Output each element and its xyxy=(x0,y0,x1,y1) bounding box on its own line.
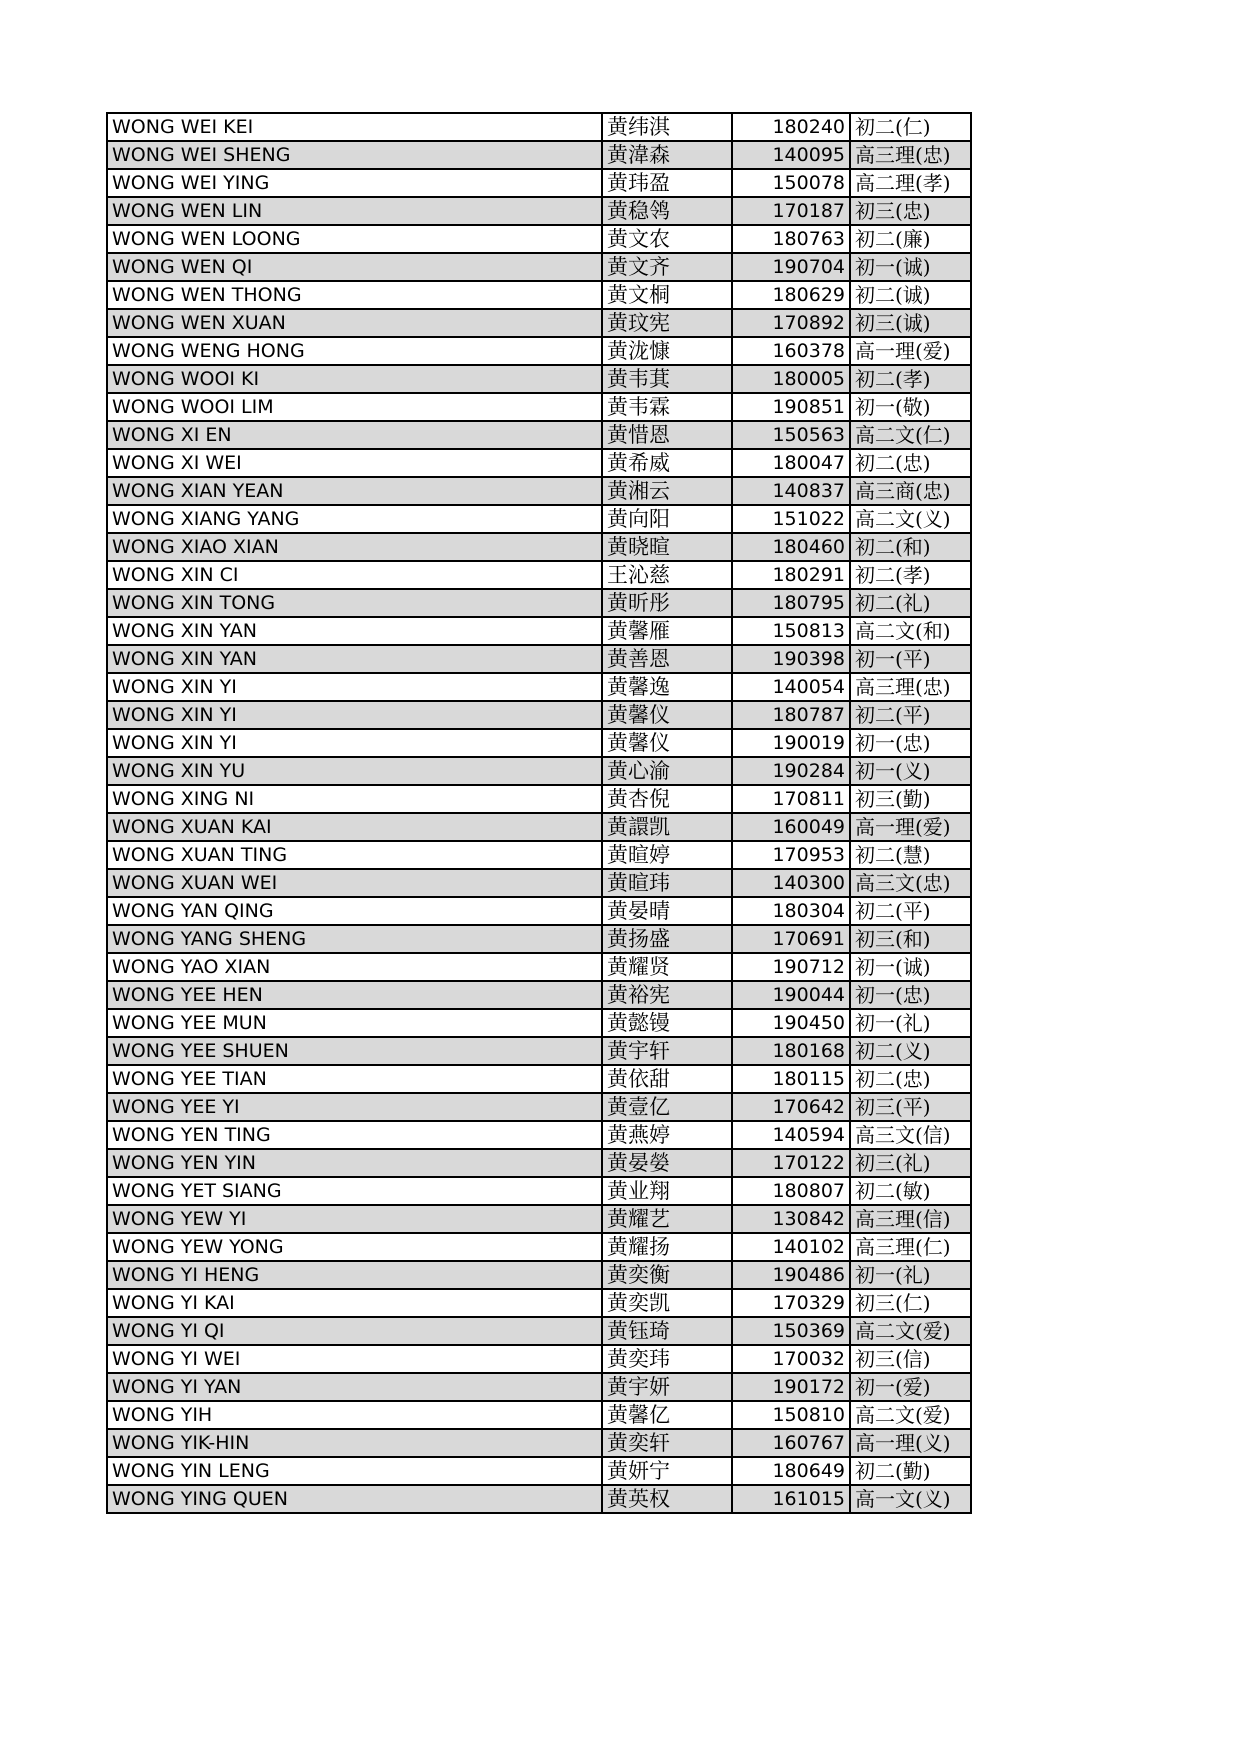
class-cell: 高三文(忠) xyxy=(850,869,971,897)
student-id-cell: 130842 xyxy=(732,1205,850,1233)
student-id-cell: 161015 xyxy=(732,1485,850,1513)
student-id-cell: 180168 xyxy=(732,1037,850,1065)
chinese-name-cell: 黄晏晴 xyxy=(602,897,732,925)
chinese-name-cell: 黄昕彤 xyxy=(602,589,732,617)
english-name-cell: WONG WEI YING xyxy=(107,169,602,197)
english-name-cell: WONG YAO XIAN xyxy=(107,953,602,981)
table-row xyxy=(107,757,971,785)
chinese-name-cell: 黄文桐 xyxy=(602,281,732,309)
table-row xyxy=(107,981,971,1009)
student-id-cell: 170892 xyxy=(732,309,850,337)
chinese-name-cell: 黄奕轩 xyxy=(602,1429,732,1457)
table-row xyxy=(107,673,971,701)
english-name-cell: WONG WEN THONG xyxy=(107,281,602,309)
chinese-name-cell: 黄耀艺 xyxy=(602,1205,732,1233)
student-id-cell: 180763 xyxy=(732,225,850,253)
table-row xyxy=(107,1345,971,1373)
class-cell: 高三商(忠) xyxy=(850,477,971,505)
english-name-cell: WONG YI HENG xyxy=(107,1261,602,1289)
student-id-cell: 170329 xyxy=(732,1289,850,1317)
table-row xyxy=(107,141,971,169)
chinese-name-cell: 黄奕凯 xyxy=(602,1289,732,1317)
table-row xyxy=(107,1233,971,1261)
class-cell: 初三(诚) xyxy=(850,309,971,337)
student-id-cell: 170691 xyxy=(732,925,850,953)
chinese-name-cell: 黄湋森 xyxy=(602,141,732,169)
class-cell: 初二(诚) xyxy=(850,281,971,309)
english-name-cell: WONG WOOI LIM xyxy=(107,393,602,421)
table-row xyxy=(107,1401,971,1429)
table-row xyxy=(107,813,971,841)
english-name-cell: WONG XUAN WEI xyxy=(107,869,602,897)
table-row xyxy=(107,1373,971,1401)
class-cell: 初二(廉) xyxy=(850,225,971,253)
chinese-name-cell: 黄晓暄 xyxy=(602,533,732,561)
class-cell: 高二文(仁) xyxy=(850,421,971,449)
chinese-name-cell: 黄向阳 xyxy=(602,505,732,533)
student-id-cell: 180787 xyxy=(732,701,850,729)
class-cell: 初一(爱) xyxy=(850,1373,971,1401)
class-cell: 初二(勤) xyxy=(850,1457,971,1485)
chinese-name-cell: 黄馨仪 xyxy=(602,729,732,757)
english-name-cell: WONG XIN YAN xyxy=(107,617,602,645)
table-row xyxy=(107,1457,971,1485)
student-id-cell: 180649 xyxy=(732,1457,850,1485)
class-cell: 高二文(义) xyxy=(850,505,971,533)
table-row xyxy=(107,841,971,869)
chinese-name-cell: 黄心渝 xyxy=(602,757,732,785)
chinese-name-cell: 黄依甜 xyxy=(602,1065,732,1093)
class-cell: 初二(孝) xyxy=(850,365,971,393)
english-name-cell: WONG WOOI KI xyxy=(107,365,602,393)
chinese-name-cell: 黄希威 xyxy=(602,449,732,477)
class-cell: 初三(信) xyxy=(850,1345,971,1373)
table-row xyxy=(107,505,971,533)
english-name-cell: WONG XIN TONG xyxy=(107,589,602,617)
english-name-cell: WONG YIN LENG xyxy=(107,1457,602,1485)
chinese-name-cell: 黄燕婷 xyxy=(602,1121,732,1149)
english-name-cell: WONG YI KAI xyxy=(107,1289,602,1317)
english-name-cell: WONG XIAO XIAN xyxy=(107,533,602,561)
student-id-cell: 190704 xyxy=(732,253,850,281)
english-name-cell: WONG YEE MUN xyxy=(107,1009,602,1037)
table-row xyxy=(107,169,971,197)
class-cell: 高二理(孝) xyxy=(850,169,971,197)
table-row xyxy=(107,225,971,253)
student-id-cell: 180047 xyxy=(732,449,850,477)
class-cell: 高二文(和) xyxy=(850,617,971,645)
chinese-name-cell: 王沁慈 xyxy=(602,561,732,589)
table-row xyxy=(107,1065,971,1093)
chinese-name-cell: 黄纬淇 xyxy=(602,113,732,141)
class-cell: 初二(平) xyxy=(850,897,971,925)
table-row xyxy=(107,1289,971,1317)
table-row xyxy=(107,393,971,421)
chinese-name-cell: 黄杏倪 xyxy=(602,785,732,813)
chinese-name-cell: 黄妍宁 xyxy=(602,1457,732,1485)
table-row xyxy=(107,645,971,673)
table-row xyxy=(107,337,971,365)
student-id-cell: 140102 xyxy=(732,1233,850,1261)
table-row xyxy=(107,1093,971,1121)
class-cell: 高三文(信) xyxy=(850,1121,971,1149)
student-id-cell: 170187 xyxy=(732,197,850,225)
chinese-name-cell: 黄惜恩 xyxy=(602,421,732,449)
class-cell: 初三(忠) xyxy=(850,197,971,225)
student-id-cell: 160378 xyxy=(732,337,850,365)
table-row xyxy=(107,1037,971,1065)
class-cell: 初一(敬) xyxy=(850,393,971,421)
english-name-cell: WONG YEW YONG xyxy=(107,1233,602,1261)
student-id-cell: 160049 xyxy=(732,813,850,841)
chinese-name-cell: 黄韦霖 xyxy=(602,393,732,421)
english-name-cell: WONG XIN YI xyxy=(107,673,602,701)
chinese-name-cell: 黄暄玮 xyxy=(602,869,732,897)
student-id-cell: 180807 xyxy=(732,1177,850,1205)
table-row xyxy=(107,897,971,925)
class-cell: 初三(和) xyxy=(850,925,971,953)
student-id-cell: 150810 xyxy=(732,1401,850,1429)
student-id-cell: 140095 xyxy=(732,141,850,169)
english-name-cell: WONG XING NI xyxy=(107,785,602,813)
english-name-cell: WONG YEE TIAN xyxy=(107,1065,602,1093)
student-id-cell: 190450 xyxy=(732,1009,850,1037)
chinese-name-cell: 黄稳鸰 xyxy=(602,197,732,225)
chinese-name-cell: 黄裕宪 xyxy=(602,981,732,1009)
table-row xyxy=(107,281,971,309)
student-id-cell: 190486 xyxy=(732,1261,850,1289)
english-name-cell: WONG YET SIANG xyxy=(107,1177,602,1205)
class-cell: 初一(诚) xyxy=(850,253,971,281)
chinese-name-cell: 黄奕衡 xyxy=(602,1261,732,1289)
student-id-cell: 180115 xyxy=(732,1065,850,1093)
class-cell: 初三(勤) xyxy=(850,785,971,813)
student-id-cell: 180005 xyxy=(732,365,850,393)
class-cell: 高一理(义) xyxy=(850,1429,971,1457)
chinese-name-cell: 黄暄婷 xyxy=(602,841,732,869)
student-id-cell: 150369 xyxy=(732,1317,850,1345)
chinese-name-cell: 黄宇妍 xyxy=(602,1373,732,1401)
student-id-cell: 170811 xyxy=(732,785,850,813)
student-id-cell: 140054 xyxy=(732,673,850,701)
class-cell: 高二文(爱) xyxy=(850,1317,971,1345)
class-cell: 高三理(忠) xyxy=(850,673,971,701)
student-id-cell: 140594 xyxy=(732,1121,850,1149)
chinese-name-cell: 黄耀贤 xyxy=(602,953,732,981)
english-name-cell: WONG XI WEI xyxy=(107,449,602,477)
chinese-name-cell: 黄湘云 xyxy=(602,477,732,505)
student-id-cell: 170032 xyxy=(732,1345,850,1373)
english-name-cell: WONG YING QUEN xyxy=(107,1485,602,1513)
table-row xyxy=(107,953,971,981)
chinese-name-cell: 黄奕玮 xyxy=(602,1345,732,1373)
english-name-cell: WONG XIAN YEAN xyxy=(107,477,602,505)
table-row xyxy=(107,785,971,813)
table-row xyxy=(107,113,971,141)
chinese-name-cell: 黄英权 xyxy=(602,1485,732,1513)
class-cell: 高一文(义) xyxy=(850,1485,971,1513)
chinese-name-cell: 黄玮盈 xyxy=(602,169,732,197)
english-name-cell: WONG XI EN xyxy=(107,421,602,449)
student-id-cell: 140837 xyxy=(732,477,850,505)
table-row xyxy=(107,253,971,281)
chinese-name-cell: 黄玟宪 xyxy=(602,309,732,337)
class-cell: 高一理(爱) xyxy=(850,337,971,365)
chinese-name-cell: 黄宇轩 xyxy=(602,1037,732,1065)
table-row xyxy=(107,1121,971,1149)
class-cell: 初二(义) xyxy=(850,1037,971,1065)
english-name-cell: WONG YI WEI xyxy=(107,1345,602,1373)
table-row xyxy=(107,1149,971,1177)
class-cell: 初一(平) xyxy=(850,645,971,673)
student-id-cell: 190851 xyxy=(732,393,850,421)
class-cell: 初一(礼) xyxy=(850,1261,971,1289)
table-row xyxy=(107,421,971,449)
class-cell: 初二(慧) xyxy=(850,841,971,869)
chinese-name-cell: 黄馨雁 xyxy=(602,617,732,645)
class-cell: 初二(敏) xyxy=(850,1177,971,1205)
table-row xyxy=(107,197,971,225)
student-id-cell: 180304 xyxy=(732,897,850,925)
class-cell: 初二(平) xyxy=(850,701,971,729)
english-name-cell: WONG YEE YI xyxy=(107,1093,602,1121)
student-id-cell: 140300 xyxy=(732,869,850,897)
table-row xyxy=(107,1317,971,1345)
chinese-name-cell: 黄扬盛 xyxy=(602,925,732,953)
chinese-name-cell: 黄文农 xyxy=(602,225,732,253)
table-row xyxy=(107,1429,971,1457)
class-cell: 初二(礼) xyxy=(850,589,971,617)
table-row xyxy=(107,309,971,337)
english-name-cell: WONG YIK-HIN xyxy=(107,1429,602,1457)
chinese-name-cell: 黄馨仪 xyxy=(602,701,732,729)
class-cell: 高三理(忠) xyxy=(850,141,971,169)
english-name-cell: WONG WEN QI xyxy=(107,253,602,281)
english-name-cell: WONG YI QI xyxy=(107,1317,602,1345)
student-id-cell: 190712 xyxy=(732,953,850,981)
class-cell: 初二(孝) xyxy=(850,561,971,589)
table-row xyxy=(107,1177,971,1205)
english-name-cell: WONG XIN YU xyxy=(107,757,602,785)
english-name-cell: WONG XIN YAN xyxy=(107,645,602,673)
english-name-cell: WONG XIN YI xyxy=(107,729,602,757)
table-row xyxy=(107,1485,971,1513)
class-cell: 高三理(信) xyxy=(850,1205,971,1233)
chinese-name-cell: 黄馨亿 xyxy=(602,1401,732,1429)
table-row xyxy=(107,1009,971,1037)
table-row xyxy=(107,533,971,561)
english-name-cell: WONG YEW YI xyxy=(107,1205,602,1233)
english-name-cell: WONG XIANG YANG xyxy=(107,505,602,533)
english-name-cell: WONG YIH xyxy=(107,1401,602,1429)
student-id-cell: 190172 xyxy=(732,1373,850,1401)
class-cell: 初一(诚) xyxy=(850,953,971,981)
english-name-cell: WONG XUAN TING xyxy=(107,841,602,869)
english-name-cell: WONG YEN TING xyxy=(107,1121,602,1149)
class-cell: 初三(礼) xyxy=(850,1149,971,1177)
class-cell: 初三(仁) xyxy=(850,1289,971,1317)
english-name-cell: WONG YI YAN xyxy=(107,1373,602,1401)
class-cell: 初一(忠) xyxy=(850,981,971,1009)
student-id-cell: 190284 xyxy=(732,757,850,785)
student-id-cell: 170642 xyxy=(732,1093,850,1121)
english-name-cell: WONG WEN LOONG xyxy=(107,225,602,253)
table-row xyxy=(107,365,971,393)
student-table-body xyxy=(107,113,971,1513)
chinese-name-cell: 黄馨逸 xyxy=(602,673,732,701)
english-name-cell: WONG WENG HONG xyxy=(107,337,602,365)
table-row xyxy=(107,869,971,897)
student-id-cell: 180795 xyxy=(732,589,850,617)
english-name-cell: WONG XIN YI xyxy=(107,701,602,729)
chinese-name-cell: 黄譞凯 xyxy=(602,813,732,841)
class-cell: 初三(平) xyxy=(850,1093,971,1121)
class-cell: 高三理(仁) xyxy=(850,1233,971,1261)
chinese-name-cell: 黄钰琦 xyxy=(602,1317,732,1345)
chinese-name-cell: 黄韦萁 xyxy=(602,365,732,393)
table-row xyxy=(107,589,971,617)
student-id-cell: 180460 xyxy=(732,533,850,561)
student-table xyxy=(106,112,972,1514)
english-name-cell: WONG YAN QING xyxy=(107,897,602,925)
chinese-name-cell: 黄晏嫈 xyxy=(602,1149,732,1177)
chinese-name-cell: 黄业翔 xyxy=(602,1177,732,1205)
english-name-cell: WONG WEN LIN xyxy=(107,197,602,225)
english-name-cell: WONG YEN YIN xyxy=(107,1149,602,1177)
student-id-cell: 170122 xyxy=(732,1149,850,1177)
class-cell: 高二文(爱) xyxy=(850,1401,971,1429)
student-id-cell: 151022 xyxy=(732,505,850,533)
chinese-name-cell: 黄泷慷 xyxy=(602,337,732,365)
student-id-cell: 150813 xyxy=(732,617,850,645)
student-id-cell: 170953 xyxy=(732,841,850,869)
english-name-cell: WONG YEE HEN xyxy=(107,981,602,1009)
student-id-cell: 150563 xyxy=(732,421,850,449)
table-row xyxy=(107,617,971,645)
table-row xyxy=(107,561,971,589)
english-name-cell: WONG XUAN KAI xyxy=(107,813,602,841)
chinese-name-cell: 黄耀扬 xyxy=(602,1233,732,1261)
student-id-cell: 190019 xyxy=(732,729,850,757)
class-cell: 初二(仁) xyxy=(850,113,971,141)
class-cell: 初二(忠) xyxy=(850,1065,971,1093)
chinese-name-cell: 黄文齐 xyxy=(602,253,732,281)
class-cell: 初二(忠) xyxy=(850,449,971,477)
table-row xyxy=(107,701,971,729)
table-row xyxy=(107,1261,971,1289)
english-name-cell: WONG WEN XUAN xyxy=(107,309,602,337)
chinese-name-cell: 黄善恩 xyxy=(602,645,732,673)
english-name-cell: WONG XIN CI xyxy=(107,561,602,589)
english-name-cell: WONG YEE SHUEN xyxy=(107,1037,602,1065)
class-cell: 初一(忠) xyxy=(850,729,971,757)
class-cell: 初一(礼) xyxy=(850,1009,971,1037)
student-id-cell: 160767 xyxy=(732,1429,850,1457)
table-row xyxy=(107,449,971,477)
chinese-name-cell: 黄懿镘 xyxy=(602,1009,732,1037)
student-id-cell: 180291 xyxy=(732,561,850,589)
class-cell: 初一(义) xyxy=(850,757,971,785)
english-name-cell: WONG WEI SHENG xyxy=(107,141,602,169)
table-row xyxy=(107,477,971,505)
table-row xyxy=(107,925,971,953)
english-name-cell: WONG WEI KEI xyxy=(107,113,602,141)
chinese-name-cell: 黄壹亿 xyxy=(602,1093,732,1121)
class-cell: 初二(和) xyxy=(850,533,971,561)
table-row xyxy=(107,1205,971,1233)
table-row xyxy=(107,729,971,757)
english-name-cell: WONG YANG SHENG xyxy=(107,925,602,953)
class-cell: 高一理(爱) xyxy=(850,813,971,841)
student-id-cell: 190044 xyxy=(732,981,850,1009)
student-id-cell: 150078 xyxy=(732,169,850,197)
student-id-cell: 180629 xyxy=(732,281,850,309)
student-id-cell: 180240 xyxy=(732,113,850,141)
student-id-cell: 190398 xyxy=(732,645,850,673)
